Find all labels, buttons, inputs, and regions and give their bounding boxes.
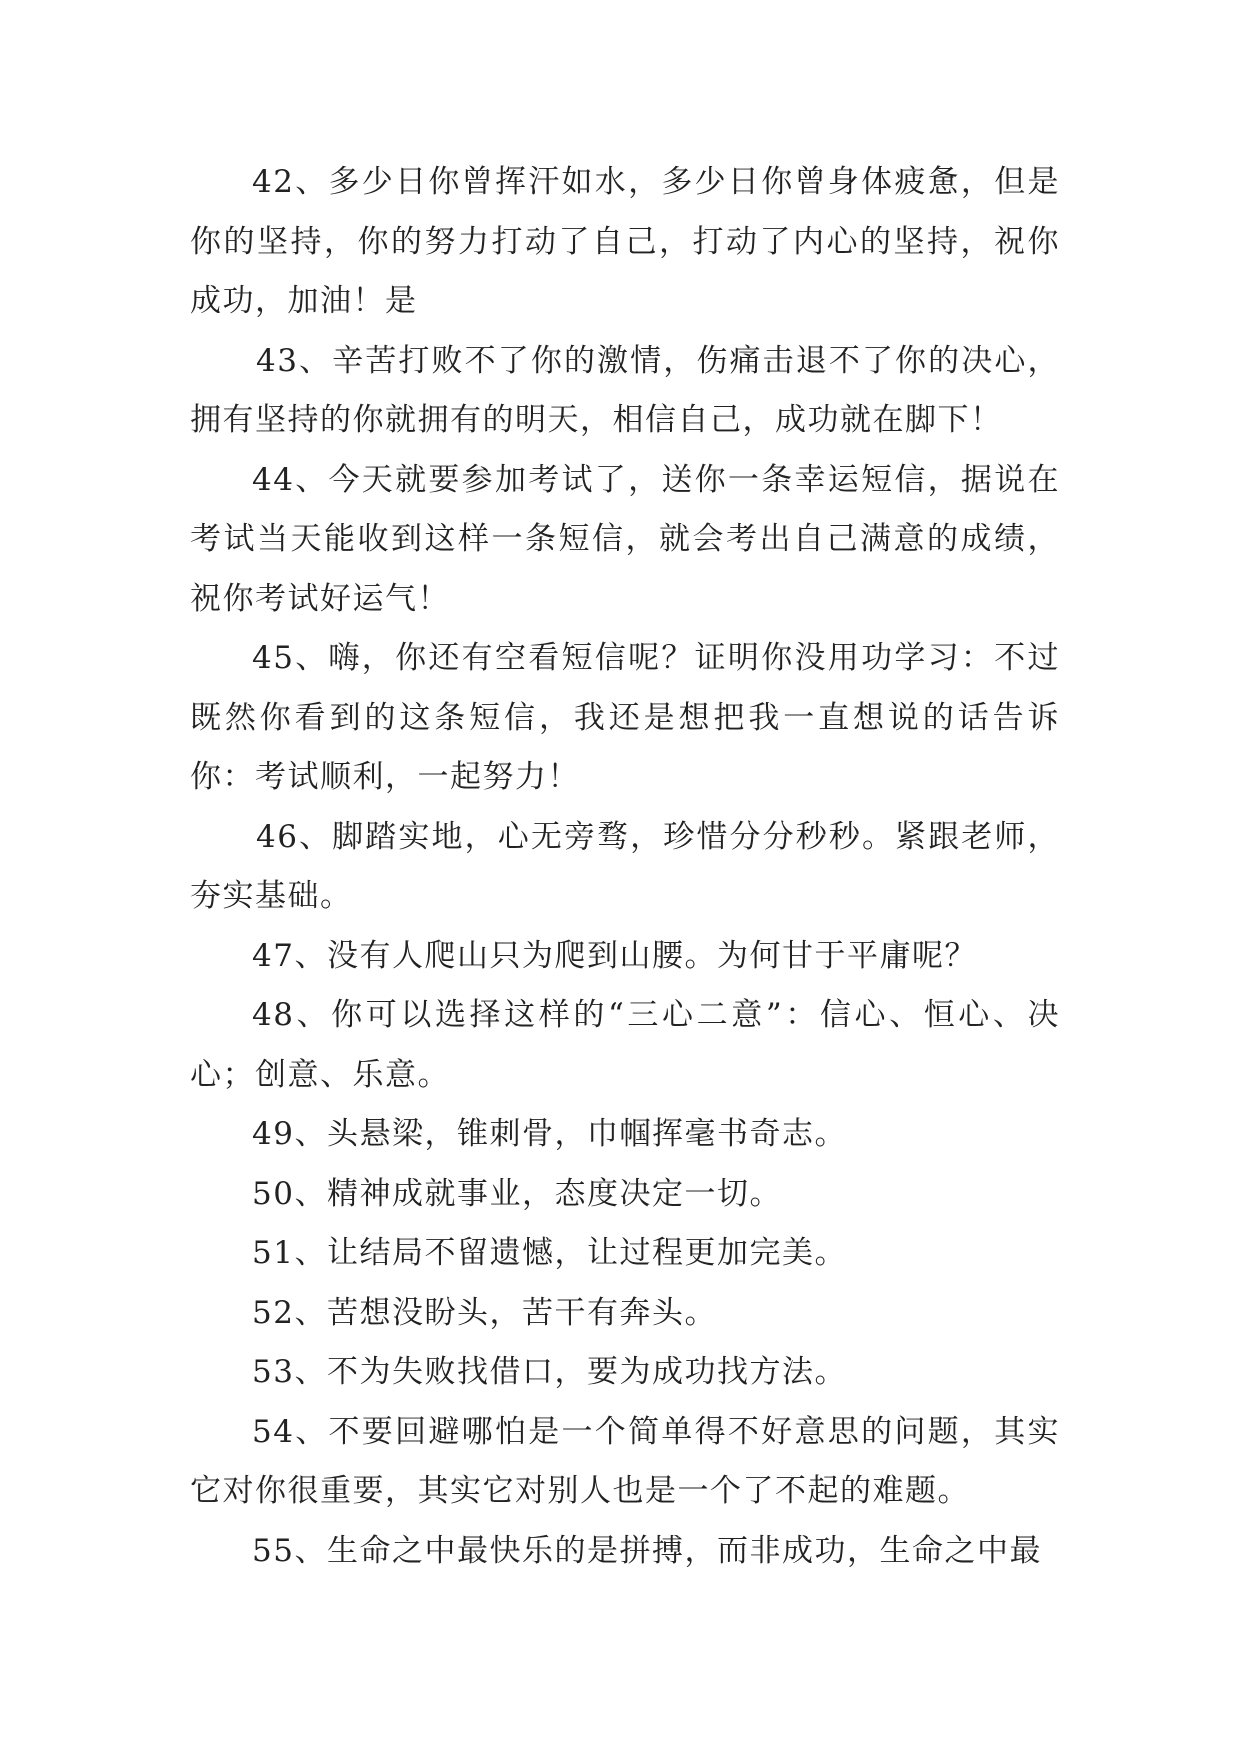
- paragraph-47: 47、没有人爬山只为爬到山腰。为何甘于平庸呢？: [252, 937, 977, 974]
- paragraph-53: 53、不为失败找借口，要为成功找方法。: [252, 1354, 847, 1390]
- paragraph-55: 55、生命之中最快乐的是拼搏，而非成功，生命之中最: [252, 1532, 1042, 1569]
- paragraph-51: 51、让结局不留遗憾，让过程更加完美。: [252, 1235, 847, 1271]
- paragraph-54: 54、不要回避哪怕是一个简单得不好意思的问题，其实它对你很重要，其实它对别人也是一个了不起的难题。: [190, 1413, 1060, 1509]
- paragraph-46: 46、脚踏实地，心无旁骛，珍惜分分秒秒。紧跟老师，夯实基础。: [190, 818, 1060, 914]
- paragraph-52: 52、苦想没盼头，苦干有奔头。: [252, 1294, 717, 1331]
- paragraph-49: 49、头悬梁，锥刺骨，巾帼挥毫书奇志。: [252, 1116, 847, 1152]
- paragraph-42: 42、多少日你曾挥汗如水，多少日你曾身体疲惫，但是你的坚持，你的努力打动了自己，打动了内心的坚持，祝你成功，加油！是: [190, 164, 1060, 319]
- paragraph-45: 45、嗨，你还有空看短信呢？证明你没用功学习：不过既然你看到的这条短信，我还是想把我一直想说的话告诉你：考试顺利，一起努力！: [190, 640, 1060, 795]
- paragraph-50: 50、精神成就事业，态度决定一切。: [252, 1175, 782, 1212]
- paragraph-43: 43、辛苦打败不了你的激情，伤痛击退不了你的决心，拥有坚持的你就拥有的明天，相信自己，成功就在脚下！: [190, 342, 1060, 438]
- paragraph-48: 48、你可以选择这样的“三心二意”：信心、恒心、决心；创意、乐意。: [190, 997, 1060, 1093]
- document-body: [190, 153, 1060, 1581]
- paragraph-44: 44、今天就要参加考试了，送你一条幸运短信，据说在考试当天能收到这样一条短信，就会考出自己满意的成绩，祝你考试好运气！: [190, 461, 1060, 617]
